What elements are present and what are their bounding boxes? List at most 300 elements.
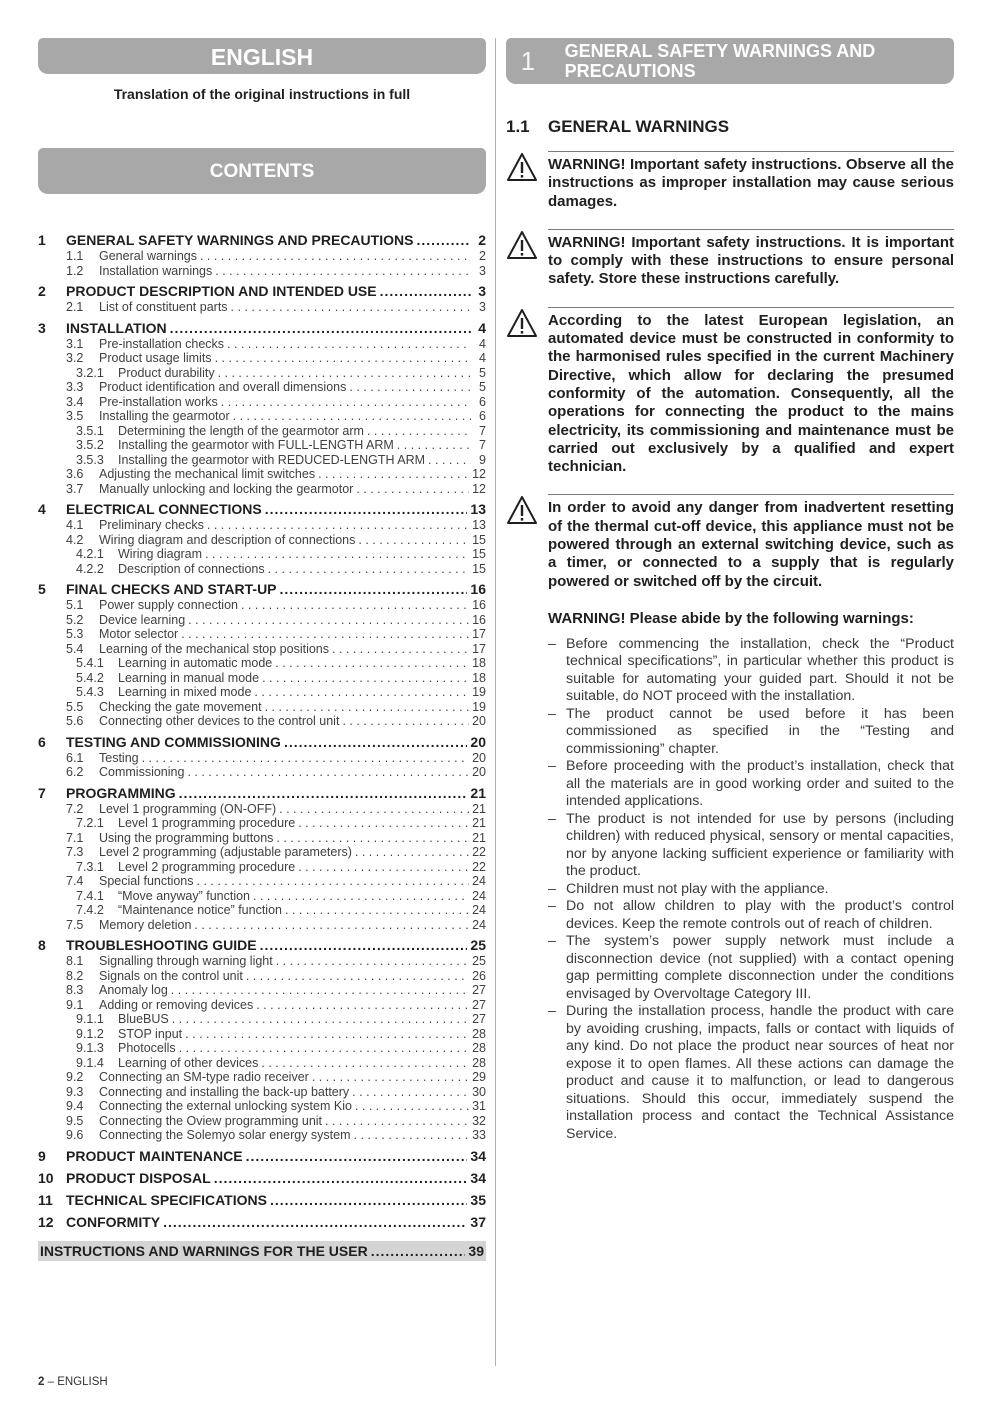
footer-page-number: 2 [38, 1376, 45, 1388]
toc-chapter-page: 34 [470, 1147, 486, 1164]
toc-entry-page: 31 [472, 1099, 486, 1113]
section-title: GENERAL SAFETY WARNINGS AND PRECAUTIONS [564, 41, 876, 81]
toc-leader-dots [254, 685, 469, 700]
toc-entry-number: 4.2.2 [76, 561, 104, 576]
toc-leader-dots [262, 671, 469, 686]
toc-chapter-number: 9 [38, 1147, 46, 1164]
toc-entry-page: 16 [472, 598, 486, 612]
toc-leader-dots [231, 300, 471, 315]
toc-entry-number: 9.1.3 [76, 1041, 104, 1055]
toc-chapter-page: 21 [470, 784, 486, 801]
toc-entry-title: Adjusting the mechanical limit switches [99, 467, 316, 481]
toc-entry[interactable] [38, 409, 486, 424]
warning-block [506, 229, 954, 289]
contents-banner: CONTENTS [38, 148, 486, 194]
toc-entry[interactable] [38, 533, 486, 548]
toc-entry-title: Photocells [118, 1041, 176, 1055]
toc-entry[interactable] [38, 845, 486, 860]
toc-entry-page: 16 [472, 612, 486, 627]
toc-leader-dots [179, 785, 468, 802]
toc-chapter[interactable] [38, 1170, 486, 1187]
toc-chapter-number: 2 [38, 283, 46, 299]
toc-entry[interactable] [38, 685, 486, 700]
toc-entry-title: Connecting the Solemyo solar energy system [99, 1128, 351, 1142]
toc-entry[interactable] [38, 714, 486, 729]
toc-entry-page: 13 [472, 518, 486, 532]
toc-leader-dots [276, 831, 469, 846]
toc-entry-number: 7.4.1 [76, 888, 104, 903]
warnings-list [506, 151, 954, 591]
toc-chapter[interactable] [38, 501, 486, 518]
toc-entry-number: 4.1 [66, 518, 84, 532]
toc-entry[interactable] [38, 1114, 486, 1129]
toc-leader-dots [246, 969, 469, 984]
toc-entry[interactable] [38, 300, 486, 315]
toc-leader-dots [171, 983, 469, 998]
toc-entry[interactable] [38, 627, 486, 642]
toc-entry-title: Product usage limits [99, 351, 212, 365]
toc-chapter-page: 34 [470, 1169, 486, 1186]
toc-user-title: INSTRUCTIONS AND WARNINGS FOR THE USER [40, 1242, 368, 1259]
toc-chapter-number: 11 [38, 1191, 53, 1208]
warning-bullet: – The product cannot be used before it has been commissioned as specified in the “Testing and commissioning” chapter. [548, 706, 954, 759]
toc-entry[interactable] [38, 1099, 486, 1114]
toc-entry-number: 3.7 [66, 481, 84, 496]
toc-chapter-title: TECHNICAL SPECIFICATIONS [66, 1191, 267, 1208]
toc-leader-dots [298, 860, 469, 875]
toc-entry-title: Learning in mixed mode [118, 685, 252, 699]
toc-entry[interactable] [38, 453, 486, 468]
toc-entry-number: 5.2 [66, 612, 84, 627]
toc-entry-page: 19 [472, 685, 486, 699]
toc-entry-page: 9 [479, 452, 486, 467]
toc-entry-title: Pre-installation works [99, 394, 218, 409]
toc-entry-title: Level 1 programming (ON-OFF) [99, 801, 277, 816]
toc-entry[interactable] [38, 642, 486, 657]
toc-leader-dots [261, 1056, 469, 1071]
toc-leader-dots [285, 903, 469, 918]
toc-entry-page: 24 [472, 888, 486, 903]
toc-chapter[interactable] [38, 1214, 486, 1231]
toc-leader-dots [241, 598, 469, 613]
toc-entry-number: 8.1 [66, 954, 84, 968]
toc-entry-title: Checking the gate movement [99, 699, 262, 714]
toc-entry-number: 6.2 [66, 765, 84, 779]
toc-entry-title: Commissioning [99, 765, 185, 779]
toc-leader-dots [179, 1041, 469, 1056]
toc-entry-page: 19 [472, 699, 486, 714]
toc-chapter[interactable] [38, 785, 486, 802]
toc-entry-page: 15 [472, 547, 486, 561]
toc-entry-page: 27 [472, 997, 486, 1012]
toc-entry-title: Connecting the external unlocking system Kio [99, 1099, 352, 1113]
toc-leader-dots [207, 518, 469, 533]
toc-entry-number: 9.4 [66, 1099, 84, 1113]
toc-chapter-page: 3 [478, 283, 486, 299]
toc-chapter[interactable] [38, 1192, 486, 1209]
toc-entry-page: 5 [479, 380, 486, 394]
toc-leader-dots [200, 249, 471, 264]
toc-chapter-title: PROGRAMMING [66, 784, 176, 801]
toc-entry-page: 24 [472, 917, 486, 932]
toc-entry-title: Learning of other devices [118, 1055, 259, 1070]
toc-entry[interactable] [38, 518, 486, 533]
toc-leader-dots [246, 1148, 468, 1165]
toc-chapter-title: INSTALLATION [66, 319, 167, 336]
toc-entry[interactable] [38, 751, 486, 766]
toc-entry-title: Connecting other devices to the control unit [99, 714, 340, 728]
toc-leader-dots [253, 889, 469, 904]
toc-entry-title: Installing the gearmotor with FULL-LENGTH ARM [118, 438, 394, 452]
toc-entry-page: 20 [472, 714, 486, 728]
toc-entry[interactable] [38, 765, 486, 780]
warnings-bullet-list [548, 636, 954, 1144]
toc-entry[interactable] [38, 874, 486, 889]
toc-entry[interactable] [38, 831, 486, 846]
subsection-number: 1.1 [506, 117, 530, 136]
toc-entry[interactable] [38, 264, 486, 279]
toc-entry[interactable] [38, 613, 486, 628]
toc-leader-dots [318, 467, 469, 482]
toc-entry-title: Adding or removing devices [99, 997, 254, 1012]
toc-entry-number: 3.2 [66, 351, 84, 365]
toc-entry-page: 24 [472, 903, 486, 917]
warning-block [506, 151, 954, 211]
toc-entry[interactable] [38, 438, 486, 453]
warning-triangle-icon [506, 307, 548, 477]
toc-chapter-title: PRODUCT DISPOSAL [66, 1169, 211, 1186]
toc-entry-title: Signalling through warning light [99, 954, 273, 968]
toc-leader-dots [276, 954, 469, 969]
toc-entry-number: 3.4 [66, 394, 84, 409]
toc-entry[interactable] [38, 802, 486, 817]
toc-leader-dots [428, 453, 471, 468]
toc-entry-page: 25 [472, 954, 486, 968]
warning-triangle-icon [506, 151, 548, 211]
toc-chapter-title: TROUBLESHOOTING GUIDE [66, 937, 257, 953]
toc-entry-title: Memory deletion [99, 917, 192, 932]
toc-entry-number: 5.6 [66, 714, 84, 728]
toc-entry-number: 9.1.4 [76, 1055, 104, 1070]
translation-note: Translation of the original instructions in full [113, 86, 411, 102]
toc-leader-dots [355, 845, 469, 860]
toc-leader-dots [265, 700, 470, 715]
toc-entry-page: 32 [472, 1113, 486, 1128]
toc-entry[interactable] [38, 562, 486, 577]
toc-entry[interactable] [38, 889, 486, 904]
toc-chapter[interactable] [38, 232, 486, 249]
toc-entry-number: 7.2 [66, 801, 84, 816]
toc-entry-title: Using the programming buttons [99, 830, 274, 845]
toc-entry-page: 3 [479, 263, 486, 278]
toc-chapter-page: 20 [470, 733, 486, 750]
toc-leader-dots [142, 751, 469, 766]
toc-entry[interactable] [38, 482, 486, 497]
toc-leader-dots [355, 1099, 469, 1114]
warning-block [506, 494, 954, 590]
toc-entry-title: Product durability [118, 365, 215, 380]
toc-entry-number: 3.5.3 [76, 452, 104, 467]
toc-entry-title: Level 2 programming procedure [118, 859, 296, 874]
toc-leader-dots [416, 232, 471, 249]
toc-leader-dots [215, 264, 471, 279]
toc-entry[interactable] [38, 380, 486, 395]
warning-bullet: – During the installation process, handle the product with care by avoiding crushing, impacts, falls or contact with liquids of any kind. Do not place the product near sources of heat nor expose it to open flames. All these actions can damage the product and cause it to malfunction, or lead to dangerous situations. Should this occur, immediately suspend the installation process and contact the Technical Assistance Service. [548, 1003, 954, 1143]
toc-entry[interactable] [38, 366, 486, 381]
toc-entry-title: Installation warnings [99, 263, 213, 278]
toc-entry[interactable] [38, 1041, 486, 1056]
toc-entry[interactable] [38, 969, 486, 984]
toc-chapter-page: 25 [470, 937, 486, 953]
toc-entry-page: 21 [472, 801, 486, 816]
toc-entry-page: 2 [479, 249, 486, 263]
toc-entry[interactable] [38, 954, 486, 969]
toc-entry-number: 6.1 [66, 750, 84, 765]
warning-text: WARNING! Important safety instructions. Observe all the instructions as improper installation may cause serious damages. [548, 151, 954, 211]
toc-leader-dots [270, 1192, 467, 1209]
toc-leader-dots [194, 918, 469, 933]
toc-entry[interactable] [38, 249, 486, 264]
toc-chapter-page: 16 [470, 581, 486, 597]
warning-bullet: – Do not allow children to play with the product’s control devices. Keep the remote controls out of reach of children. [548, 898, 954, 933]
warning-bullet: – The system’s power supply network must include a disconnection device (not supplied) with a contact opening gap permitting complete disconnection under the conditions envisaged by Overvoltage Category III. [548, 933, 954, 1003]
toc-entry-number: 8.3 [66, 983, 84, 997]
toc-entry[interactable] [38, 1012, 486, 1027]
toc-chapter-number: 4 [38, 501, 46, 517]
toc-entry-page: 15 [472, 532, 486, 547]
toc-entry[interactable] [38, 700, 486, 715]
toc-entry-title: Motor selector [99, 627, 179, 641]
toc-entry-number: 1.1 [66, 249, 84, 263]
toc-entry-title: Testing [99, 750, 139, 765]
toc-entry-page: 27 [472, 983, 486, 997]
toc-entry-number: 9.1.1 [76, 1012, 104, 1026]
toc-entry-title: Installing the gearmotor [99, 409, 230, 423]
toc-chapter-number: 5 [38, 581, 46, 597]
column-divider [495, 38, 496, 1366]
toc-entry-page: 12 [472, 467, 486, 481]
toc-chapter-number: 12 [38, 1213, 54, 1230]
toc-entry[interactable] [38, 337, 486, 352]
toc-entry-title: Level 1 programming procedure [118, 816, 296, 830]
toc-chapter-number: 7 [38, 784, 46, 801]
toc-leader-dots [218, 366, 471, 381]
toc-entry-title: Wiring diagram [118, 547, 203, 561]
toc-entry-page: 33 [472, 1128, 486, 1142]
toc-entry-title: Connecting an SM-type radio receiver [99, 1070, 309, 1084]
toc-entry[interactable] [38, 671, 486, 686]
warning-triangle-icon [506, 229, 548, 289]
toc-leader-dots [163, 1214, 467, 1231]
toc-entry[interactable] [38, 1056, 486, 1071]
toc-entry-title: Preliminary checks [99, 518, 204, 532]
toc-entry-title: “Maintenance notice” function [118, 903, 282, 917]
toc-entry-title: Connecting the Oview programming unit [99, 1113, 323, 1128]
toc-entry-number: 5.4 [66, 641, 84, 656]
toc-chapter[interactable] [38, 320, 486, 337]
toc-chapter[interactable] [38, 1148, 486, 1165]
warning-triangle-icon [506, 494, 548, 590]
toc-user-instructions[interactable] [38, 1241, 486, 1261]
toc-entry-number: 5.4.1 [76, 656, 104, 670]
toc-entry-number: 9.6 [66, 1128, 84, 1142]
toc-entry[interactable] [38, 395, 486, 410]
toc-leader-dots [172, 1012, 469, 1027]
toc-entry-title: Level 2 programming (adjustable parameters) [99, 845, 352, 859]
toc-entry-number: 4.2 [66, 532, 84, 547]
toc-entry-title: Power supply connection [99, 598, 238, 612]
toc-entry-page: 24 [472, 874, 486, 888]
toc-leader-dots [358, 533, 469, 548]
toc-leader-dots [214, 1170, 468, 1187]
toc-entry-title: Connecting and installing the back-up battery [99, 1084, 350, 1099]
toc-leader-dots [256, 998, 469, 1013]
toc-entry[interactable] [38, 1070, 486, 1085]
toc-entry-number: 5.1 [66, 598, 84, 612]
toc-entry-number: 4.2.1 [76, 547, 104, 561]
toc-entry-page: 7 [479, 423, 486, 438]
toc-entry-title: Learning of the mechanical stop positions [99, 641, 330, 656]
toc-entry[interactable] [38, 1085, 486, 1100]
toc-entry[interactable] [38, 998, 486, 1013]
toc-entry-number: 3.2.1 [76, 365, 104, 380]
toc-entry-number: 7.3.1 [76, 859, 104, 874]
toc-entry-number: 3.5 [66, 409, 84, 423]
toc-leader-dots [215, 351, 471, 366]
toc-chapter[interactable] [38, 581, 486, 598]
section-number: 1 [520, 45, 536, 76]
toc-chapter[interactable] [38, 937, 486, 954]
warning-bullet: – Before commencing the installation, check the “Product technical specifications”, in particular whether this product is suitable for automating your guided part. Should it not be suitable, do NOT proceed with the installation. [548, 636, 954, 706]
toc-entry-number: 5.4.3 [76, 685, 104, 699]
toc-entry-number: 7.2.1 [76, 816, 104, 830]
toc-entry-page: 12 [472, 481, 486, 496]
toc-entry[interactable] [38, 424, 486, 439]
toc-entry[interactable] [38, 351, 486, 366]
toc-entry-number: 9.1 [66, 997, 84, 1012]
toc-leader-dots [397, 438, 471, 453]
toc-entry-page: 20 [472, 765, 486, 779]
toc-entry-number: 5.3 [66, 627, 84, 641]
toc-entry-page: 18 [472, 656, 486, 670]
toc-leader-dots [197, 874, 470, 889]
toc-chapter-number: 8 [38, 937, 46, 953]
toc-entry-page: 22 [472, 845, 486, 859]
toc-chapter-page: 37 [470, 1213, 486, 1230]
toc-entry[interactable] [38, 983, 486, 998]
toc-chapter-title: ELECTRICAL CONNECTIONS [66, 501, 262, 517]
toc-entry-page: 6 [479, 409, 486, 423]
toc-leader-dots [260, 937, 468, 954]
toc-leader-dots [298, 816, 469, 831]
toc-entry-page: 4 [479, 351, 486, 365]
toc-entry[interactable] [38, 1027, 486, 1042]
toc-entry-number: 7.1 [66, 830, 84, 845]
toc-entry-number: 9.3 [66, 1084, 84, 1099]
toc-entry-page: 22 [472, 859, 486, 874]
toc-entry-title: Description of connections [118, 561, 265, 576]
toc-entry-title: Product identification and overall dimensions [99, 380, 347, 394]
toc-entry-title: Manually unlocking and locking the gearmotor [99, 481, 354, 496]
toc-entry-page: 28 [472, 1026, 486, 1041]
toc-leader-dots [227, 337, 471, 352]
toc-leader-dots [170, 320, 471, 337]
table-of-contents [38, 232, 486, 1231]
toc-leader-dots [380, 283, 471, 300]
warning-bullet: – Children must not play with the appliance. [548, 881, 954, 899]
toc-chapter-title: TESTING AND COMMISSIONING [66, 733, 281, 750]
warnings-heading: WARNING! Please abide by the following warnings: [548, 609, 914, 627]
toc-leader-dots [349, 380, 471, 395]
toc-chapter-title: PRODUCT MAINTENANCE [66, 1147, 243, 1164]
toc-leader-dots [312, 1070, 469, 1085]
toc-leader-dots [367, 424, 471, 439]
warning-bullet: – Before proceeding with the product’s installation, check that all the materials are in good working order and suited to the intended applications. [548, 758, 954, 811]
toc-entry-page: 30 [472, 1084, 486, 1099]
toc-entry-page: 18 [472, 670, 486, 685]
toc-leader-dots [352, 1085, 469, 1100]
toc-entry-page: 15 [472, 561, 486, 576]
toc-entry[interactable] [38, 547, 486, 562]
toc-entry[interactable] [38, 816, 486, 831]
toc-entry-page: 28 [472, 1055, 486, 1070]
toc-entry[interactable] [38, 903, 486, 918]
toc-leader-dots [371, 1241, 466, 1261]
toc-entry-title: Pre-installation checks [99, 336, 225, 351]
toc-leader-dots [205, 547, 469, 562]
toc-chapter-page: 35 [470, 1191, 486, 1208]
toc-leader-dots [221, 395, 471, 410]
toc-entry-title: List of constituent parts [99, 300, 228, 314]
toc-leader-dots [354, 1128, 470, 1143]
toc-user-page: 39 [468, 1242, 484, 1259]
toc-entry-page: 21 [472, 830, 486, 845]
toc-leader-dots [342, 714, 469, 729]
toc-entry-number: 2.1 [66, 300, 84, 314]
toc-entry-number: 9.1.2 [76, 1026, 104, 1041]
toc-leader-dots [181, 627, 469, 642]
toc-entry[interactable] [38, 918, 486, 933]
toc-entry[interactable] [38, 656, 486, 671]
toc-entry[interactable] [38, 467, 486, 482]
toc-leader-dots [279, 802, 469, 817]
toc-leader-dots [268, 562, 469, 577]
toc-entry-number: 7.4 [66, 874, 84, 888]
toc-entry[interactable] [38, 598, 486, 613]
toc-leader-dots [280, 581, 468, 598]
toc-entry[interactable] [38, 860, 486, 875]
toc-chapter-title: GENERAL SAFETY WARNINGS AND PRECAUTIONS [66, 232, 414, 248]
toc-chapter-number: 6 [38, 733, 46, 750]
toc-entry-title: Signals on the control unit [99, 968, 243, 983]
toc-entry-number: 9.5 [66, 1113, 84, 1128]
right-column [506, 38, 954, 1143]
toc-entry-number: 3.1 [66, 336, 84, 351]
toc-entry-number: 7.3 [66, 845, 84, 859]
toc-leader-dots [332, 642, 469, 657]
toc-entry-page: 17 [472, 641, 486, 656]
toc-chapter-number: 1 [38, 232, 46, 248]
left-column [38, 38, 486, 1261]
toc-chapter[interactable] [38, 283, 486, 300]
toc-entry[interactable] [38, 1128, 486, 1143]
toc-entry-page: 20 [472, 750, 486, 765]
toc-leader-dots [356, 482, 469, 497]
toc-entry-number: 9.2 [66, 1070, 84, 1084]
toc-entry-title: Installing the gearmotor with REDUCED-LENGTH ARM [118, 452, 426, 467]
toc-chapter-page: 4 [478, 319, 486, 336]
toc-chapter[interactable] [38, 734, 486, 751]
